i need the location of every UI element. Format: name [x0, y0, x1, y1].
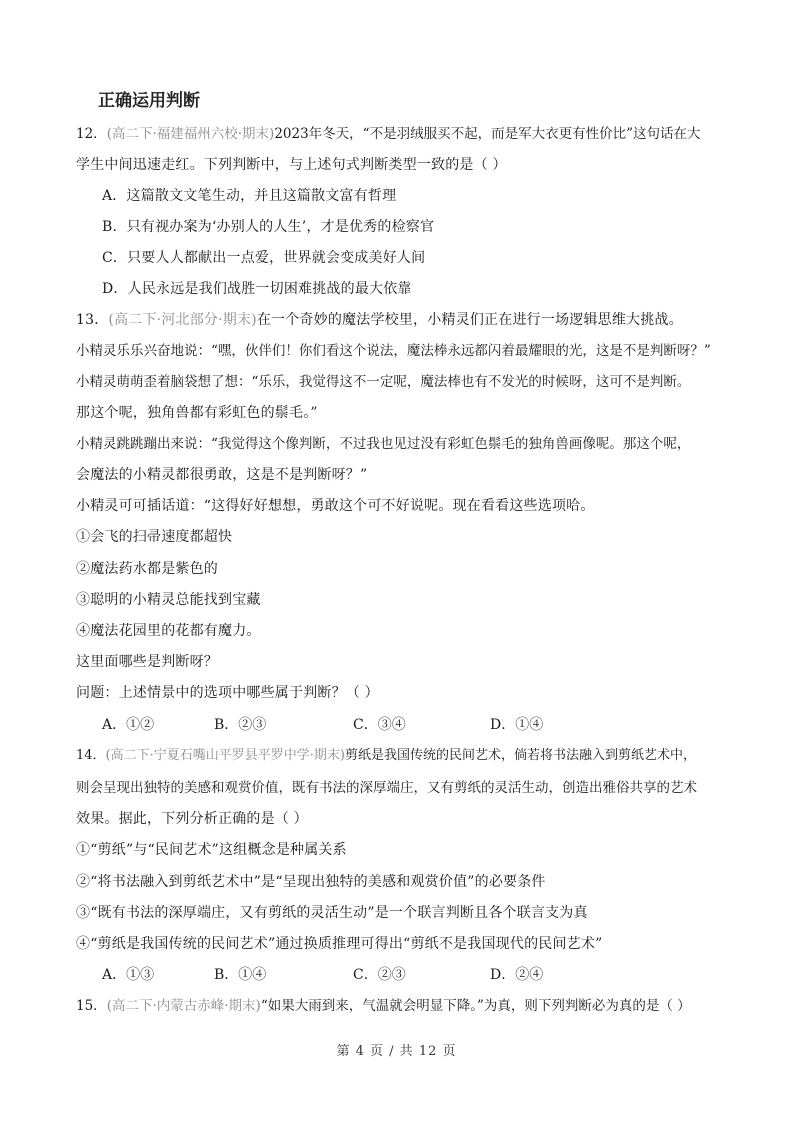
q14-statement-1: ①“剪纸”与“民间艺术”这组概念是种属关系 [76, 842, 347, 858]
q13-choice-c: C．③④ [353, 717, 406, 733]
q13-item-1: ①会飞的扫帚速度都超快 [76, 529, 233, 545]
q13-question: 问题：上述情景中的选项中哪些属于判断？（ ） [76, 685, 379, 701]
q14-choice-d: D．②④ [490, 967, 544, 983]
q12-source: (高二下·福建福州六校·期末) [106, 126, 275, 142]
q13-item-3: ③聪明的小精灵总能找到宝藏 [76, 592, 261, 608]
q14-choice-b: B．①④ [214, 967, 267, 983]
q12-number: 12． [76, 126, 107, 142]
q13-item-4: ④魔法花园里的花都有魔力。 [76, 623, 261, 639]
q14-text-3: 效果。据此，下列分析正确的是（ ） [76, 811, 308, 827]
q15-number: 15． [76, 998, 107, 1014]
q14-statement-3: ③“既有书法的深厚端庄，又有剪纸的灵活生动”是一个联言判断且各个联言支为真 [76, 905, 588, 921]
q13-choice-d: D．①④ [490, 717, 544, 733]
q13-dialogue-line: 会魔法的小精灵都很勇敢，这是不是判断呀？” [76, 467, 368, 483]
q14-source: (高二下·宁夏石嘴山平罗县平罗中学·期末) [105, 748, 345, 763]
q14-choice-a: A．①③ [102, 967, 155, 983]
q15-text: “如果大雨到来，气温就会明显下降。”为真，则下列判断必为真的是（ ） [260, 998, 691, 1014]
q13-intro: 在一个奇妙的魔法学校里，小精灵们正在进行一场逻辑思维大挑战。 [256, 312, 683, 328]
q12-option-c: C．只要人人都献出一点爱，世界就会变成美好人间 [102, 250, 426, 266]
q12-text-2: 学生中间迅速走红。下列判断中，与上述句式判断类型一致的是（ ） [76, 157, 507, 173]
q14-statement-4: ④“剪纸是我国传统的民间艺术”通过换质推理可得出“剪纸不是我国现代的民间艺术” [76, 936, 603, 952]
q13-dialogue-line: 小精灵乐乐兴奋地说：“嘿，伙伴们！你们看这个说法，魔法棒永远都闪着最耀眼的光，这是不是判断呀？” [76, 343, 711, 359]
q13-source: (高二下·河北部分·期末) [108, 312, 257, 328]
q13-choices [102, 715, 662, 735]
page-footer: 第 4 页 / 共 12 页 [336, 1044, 457, 1059]
q12-text-1: 2023年冬天，“不是羽绒服买不起，而是军大衣更有性价比”这句话在大 [274, 126, 701, 142]
q15-source: (高二下·内蒙古赤峰·期末) [106, 998, 261, 1014]
q13-prompt: 这里面哪些是判断呀？ [76, 654, 218, 670]
q14-text-1: 剪纸是我国传统的民间艺术，倘若将书法融入到剪纸艺术中， [344, 748, 696, 763]
q12-option-a: A．这篇散文文笔生动，并且这篇散文富有哲理 [102, 188, 397, 204]
q14-text-2: 则会呈现出独特的美感和观赏价值，既有书法的深厚端庄，又有剪纸的灵活生动，创造出雅俗共享的艺术 [76, 780, 697, 796]
q13-dialogue-line: 小精灵跳跳蹦出来说：“我觉得这个像判断，不过我也见过没有彩虹色鬃毛的独角兽画像呢。那这个呢， [76, 436, 691, 452]
q12-option-b: B．只有视办案为‘办别人的人生’，才是优秀的检察官 [102, 219, 435, 235]
q13-item-2: ②魔法药水都是紫色的 [76, 561, 218, 577]
q13-number: 13． [76, 312, 109, 328]
q14-number: 14． [76, 748, 106, 763]
q12-line-1 [76, 124, 716, 144]
q13-dialogue-line: 小精灵可可插话道：“这得好好想想，勇敢这个可不好说呢。现在看看这些选项哈。 [76, 498, 595, 514]
q13-choice-a: A．①② [102, 717, 155, 733]
q14-choice-c: C．②③ [353, 967, 406, 983]
q15-line-1 [76, 996, 716, 1016]
q13-choice-b: B．②③ [214, 717, 267, 733]
q13-line-1 [76, 310, 716, 330]
q12-option-d: D．人民永远是我们战胜一切困难挑战的最大依靠 [102, 281, 412, 297]
q14-statement-2: ②“将书法融入到剪纸艺术中”是“呈现出独特的美感和观赏价值”的必要条件 [76, 874, 546, 890]
section-heading: 正确运用判断 [98, 91, 200, 111]
q13-dialogue-line: 那这个呢，独角兽都有彩虹色的鬃毛。” [76, 405, 318, 421]
q14-choices [102, 965, 662, 985]
q14-line-1 [76, 746, 716, 766]
q13-dialogue-line: 小精灵萌萌歪着脑袋想了想：“乐乐，我觉得这不一定呢，魔法棒也有不发光的时候呀，这可不是判断。 [76, 374, 691, 390]
